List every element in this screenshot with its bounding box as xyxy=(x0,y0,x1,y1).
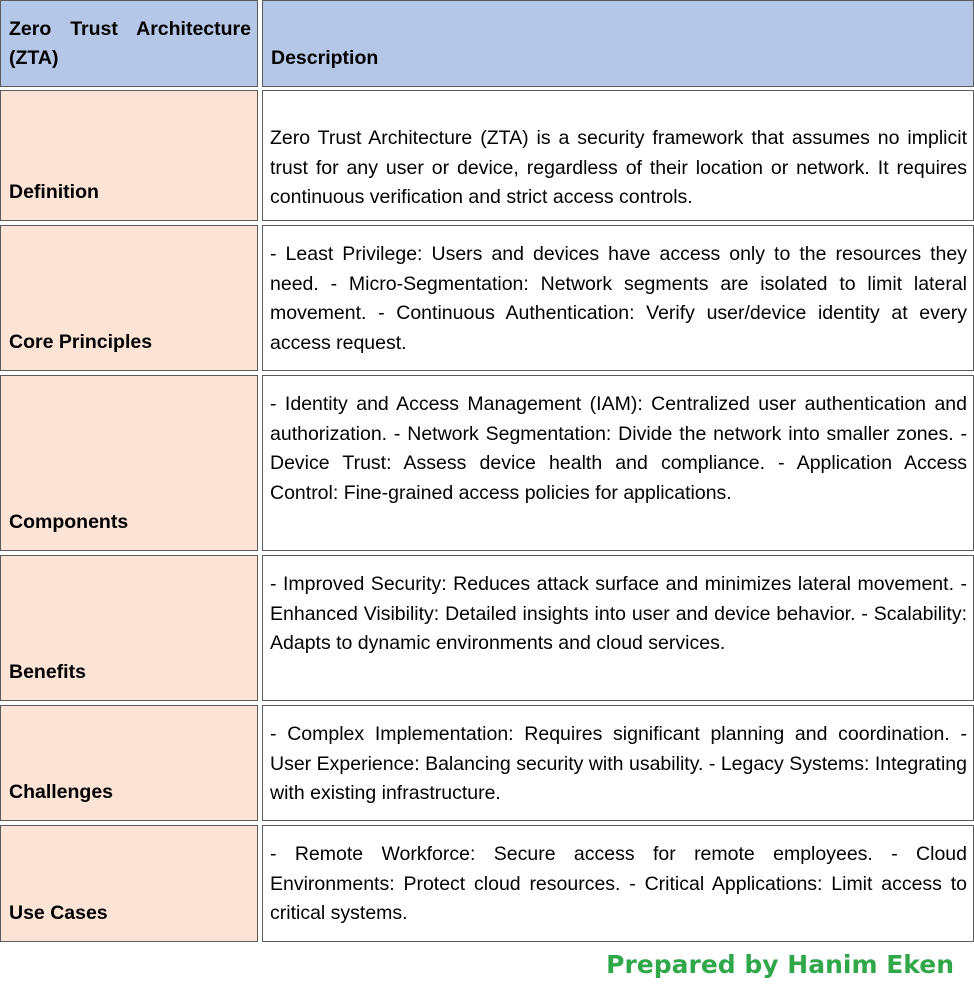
row-description: - Complex Implementation: Requires significant planning and coordination. - User Experience: Balancing security with usability. - Legacy Systems: Integrating with existing infrastructure. xyxy=(270,723,967,805)
header-cell-topic xyxy=(0,0,258,87)
row-description-cell xyxy=(262,705,974,821)
row-label-cell xyxy=(0,705,258,821)
row-label: Components xyxy=(9,511,129,534)
row-description: - Remote Workforce: Secure access for remote employees. - Cloud Environments: Protect cloud resources. - Critical Applications: Limit access to critical systems. xyxy=(270,843,967,925)
row-label: Benefits xyxy=(9,661,86,684)
row-label-cell xyxy=(0,375,258,551)
row-label-cell xyxy=(0,555,258,701)
row-label-cell xyxy=(0,225,258,371)
author-credit: Prepared by Hanim Eken xyxy=(606,950,954,979)
row-label: Challenges xyxy=(9,781,114,804)
header-topic-label: Zero Trust Architecture (ZTA) xyxy=(9,17,251,70)
header-cell-description xyxy=(262,0,974,87)
row-label: Use Cases xyxy=(9,902,108,925)
row-description: - Identity and Access Management (IAM): Centralized user authentication and authorization. - Network Segmentation: Divide the network into smaller zones. - Device Trust: Assess device health and compliance. - Application Access Control: Fine-grained access policies for applications. xyxy=(270,393,967,504)
row-label-cell xyxy=(0,90,258,221)
row-description-cell xyxy=(262,225,974,371)
row-label: Definition xyxy=(9,181,99,204)
row-label-cell xyxy=(0,825,258,942)
row-description: - Least Privilege: Users and devices have access only to the resources they need. - Micro-Segmentation: Network segments are isolated to limit lateral movement. - Continuous Authentication: Verify user/device identity at every access request. xyxy=(270,243,967,354)
row-description: Zero Trust Architecture (ZTA) is a security framework that assumes no implicit trust for any user or device, regardless of their location or network. It requires continuous verification and strict access controls. xyxy=(270,127,967,209)
header-description-label: Description xyxy=(271,47,379,70)
row-description-cell xyxy=(262,825,974,942)
row-description-cell xyxy=(262,555,974,701)
row-description-cell xyxy=(262,90,974,221)
row-description-cell xyxy=(262,375,974,551)
row-label: Core Principles xyxy=(9,331,153,354)
row-description: - Improved Security: Reduces attack surface and minimizes lateral movement. - Enhanced Visibility: Detailed insights into user and device behavior. - Scalability: Adapts to dynamic environments and cloud services. xyxy=(270,573,967,655)
